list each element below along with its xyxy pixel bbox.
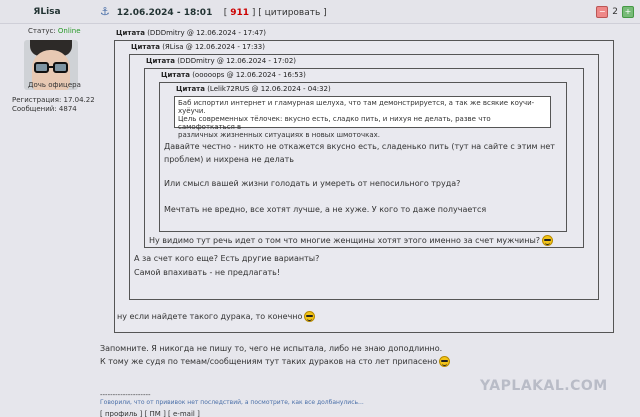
quote-4 [159,82,567,232]
plus-icon[interactable]: + [622,6,634,18]
quote-3 [144,68,584,248]
pm-link[interactable]: ПМ [149,410,161,417]
post-author[interactable]: ЯLisa [33,7,61,17]
signature-divider: -------------------- [100,391,151,399]
quote-text: Давайте честно - никто не откажется вкусно есть, сладенько пить (тут на сайте с этим нет [164,142,555,151]
post-meta: ⚓ 12.06.2024 - 18:01 [ 911 ] [ цитировать ] [100,0,327,24]
reply-text: Запомните. Я никогда не пишу то, чего не испытала, либо не знаю доподлинно. [100,344,443,353]
post-body [96,25,640,417]
quote-text: Мечтать не вредно, все хотят лучше, а не хуже. У кого то даже получается [164,205,487,214]
post-date: 12.06.2024 - 18:01 [116,8,213,18]
quote-header: Цитата (ЯLisa @ 12.06.2024 - 17:33) [131,43,265,51]
quote-1 [114,40,614,333]
quote-header: Цитата (Lelik72RUS @ 12.06.2024 - 04:32) [176,85,331,93]
rating-count: 2 [612,7,618,17]
profile-links: [ профиль ] [ ПМ ] [ e-mail ] [100,410,200,417]
profile-link[interactable]: профиль [104,410,138,417]
quote-text: ну если найдете такого дурака, то конечно [117,311,315,322]
email-link[interactable]: e-mail [173,410,195,417]
user-stats: Регистрация: 17.04.22 Сообщений: 4874 [12,96,95,113]
reply-text: К тому же судя по темам/сообщениям тут таких дураков на сто лет припасено [100,356,450,367]
signature-text: Говорили, что от прививок нет последствий, а посмотрите, как все долбанулись... [100,399,364,406]
laughing-smiley-icon [304,311,315,322]
minus-icon[interactable]: − [596,6,608,18]
quote-text: проблем) и нихрена не делать [164,155,294,164]
user-title: Дочь офицера [28,81,81,89]
laughing-smiley-icon [542,235,553,246]
quote-2 [129,54,599,300]
quote-header: Цитата (DDDmitry @ 12.06.2024 - 17:02) [146,57,297,65]
quote-text: Или смысл вашей жизни голодать и умереть от непосильного труда? [164,179,461,188]
quote-text: Ну видимо тут речь идет о том что многие женщины хотят этого именно за счет мужчины? [149,235,553,246]
laughing-smiley-icon [439,356,450,367]
quote-5: Баб испортил интернет и гламурная шелуха, что там демонстрируется, а так же всякие коучи-хуёучи. Цель современных тёлочек: вкусно есть, сладко пить, и нихуя не делать, разве что самофоткаться в различных жизненных ситуациях в новых шмоточках. [174,96,551,128]
post-number[interactable]: 911 [230,8,249,18]
quote-text: Самой впахивать - не предлагать! [134,268,281,277]
anchor-icon[interactable]: ⚓ [100,5,110,18]
post-rating [596,5,634,19]
quote-text: А за счет кого еще? Есть другие варианты? [134,254,320,263]
quote-header: Цитата (DDDmitry @ 12.06.2024 - 17:47) [116,29,267,37]
quote-header: Цитата (ooooops @ 12.06.2024 - 16:53) [161,71,306,79]
user-status: Статус: Online [28,27,81,35]
site-logo: YAPLAKAL.COM [480,378,608,394]
cite-link[interactable]: цитировать [264,8,321,18]
post-header [0,0,640,24]
